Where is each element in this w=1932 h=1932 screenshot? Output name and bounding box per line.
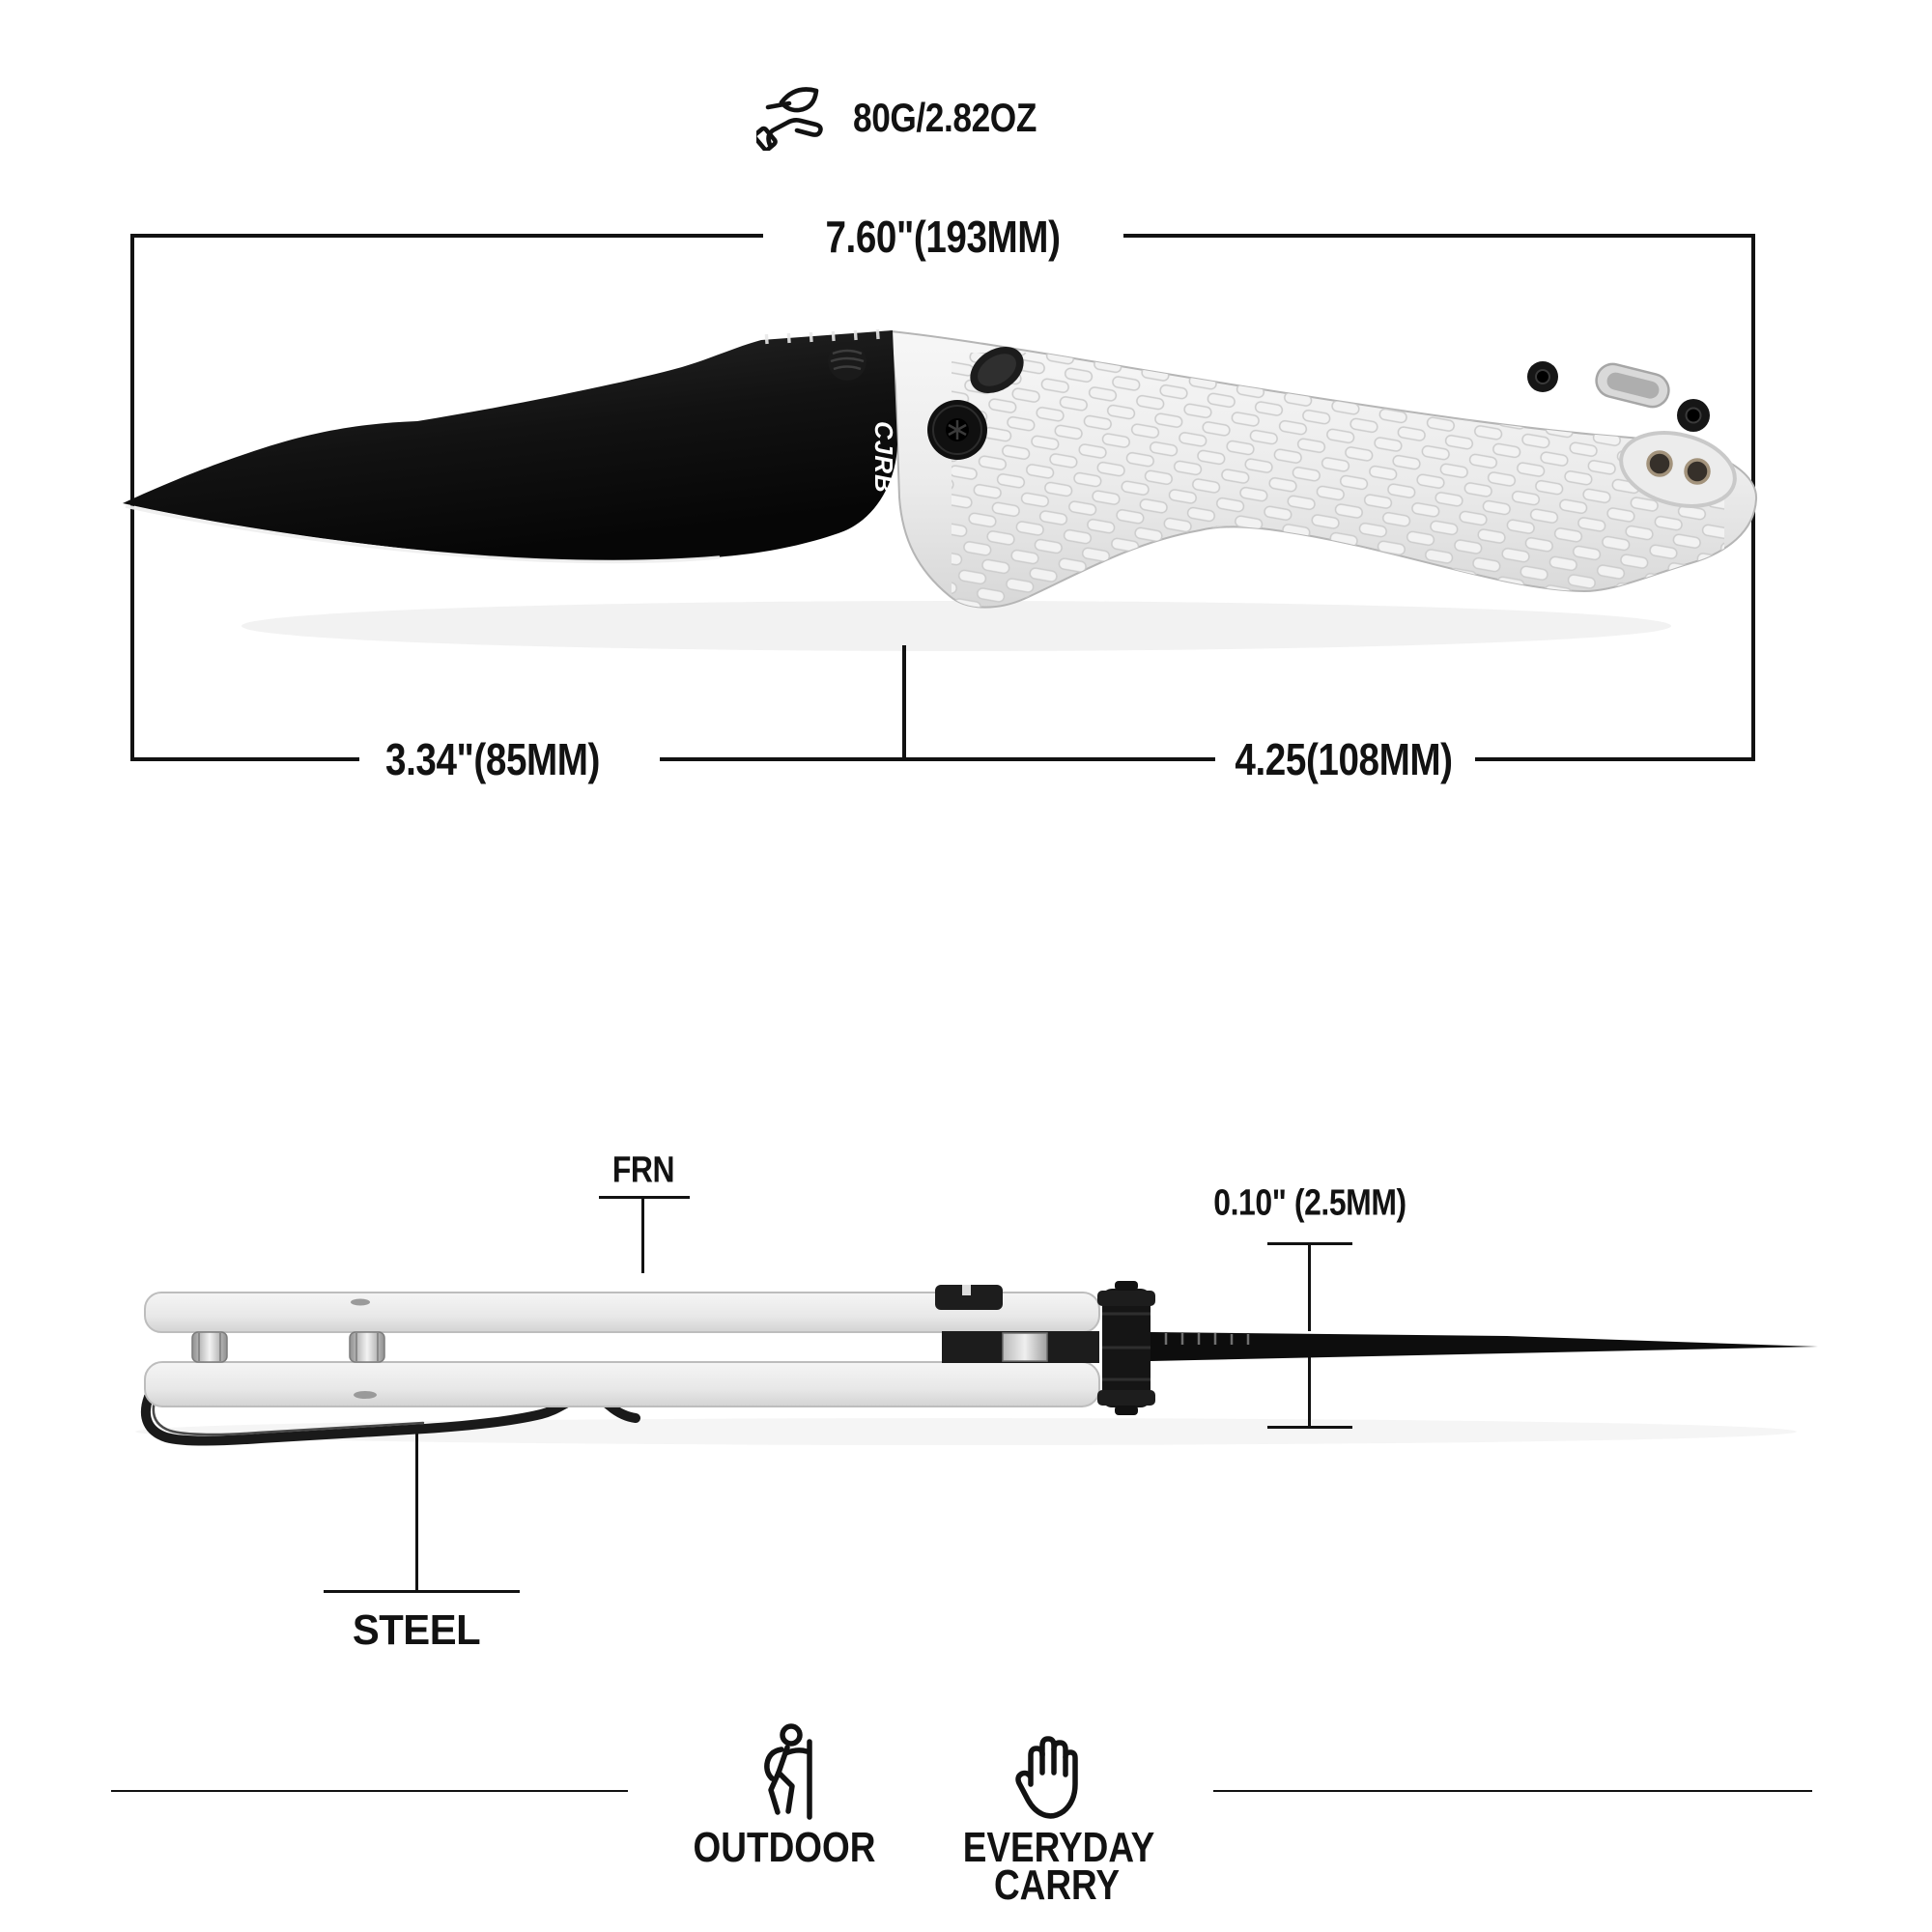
scale-screw-dot-top: [351, 1299, 370, 1306]
lanyard-slot: [1593, 360, 1672, 410]
leaf-shape: [781, 90, 816, 111]
overall-length-value: 7.60"(193MM): [825, 212, 1061, 262]
pivot-screw: [927, 400, 987, 460]
hiker-head: [782, 1726, 800, 1744]
weight-icon: [756, 81, 834, 151]
blade-thickness-value: 0.10" (2.5MM): [1213, 1182, 1406, 1224]
open-hand-icon: [1008, 1722, 1085, 1824]
hiker-front-leg: [779, 1773, 792, 1811]
scale-screw-dot-bottom: [354, 1391, 377, 1399]
hiker-arm: [785, 1750, 807, 1753]
standoff-barrels: [192, 1332, 384, 1362]
closed-view-blade: [1151, 1332, 1818, 1361]
blade-logo-text: CJRB: [869, 421, 898, 494]
palm-outline: [1018, 1739, 1075, 1816]
edc-label-line2: CARRY: [993, 1861, 1121, 1909]
pivot-barrel: [1097, 1281, 1155, 1415]
finger-lines: [1042, 1749, 1065, 1775]
handle-length-value: 4.25(108MM): [1235, 734, 1453, 784]
hiker-icon: [749, 1722, 826, 1824]
outdoor-label: OUTDOOR: [693, 1824, 876, 1871]
closed-knife-photo: [135, 1281, 1818, 1445]
stop-pin: [828, 342, 867, 381]
weight-value: 80G/2.82OZ: [853, 95, 1037, 140]
open-knife-photo: [123, 329, 1756, 651]
handle-material-label: FRN: [611, 1150, 675, 1191]
closed-scale-bottom: [145, 1362, 1099, 1406]
clip-material-label: STEEL: [352, 1606, 481, 1654]
edc-label-line1: EVERYDAY: [962, 1824, 1155, 1871]
blade-length-value: 3.34"(85MM): [385, 734, 600, 784]
butt-screw: [1677, 399, 1710, 432]
open-knife-shadow: [242, 601, 1671, 651]
handle-screw: [1527, 361, 1558, 392]
